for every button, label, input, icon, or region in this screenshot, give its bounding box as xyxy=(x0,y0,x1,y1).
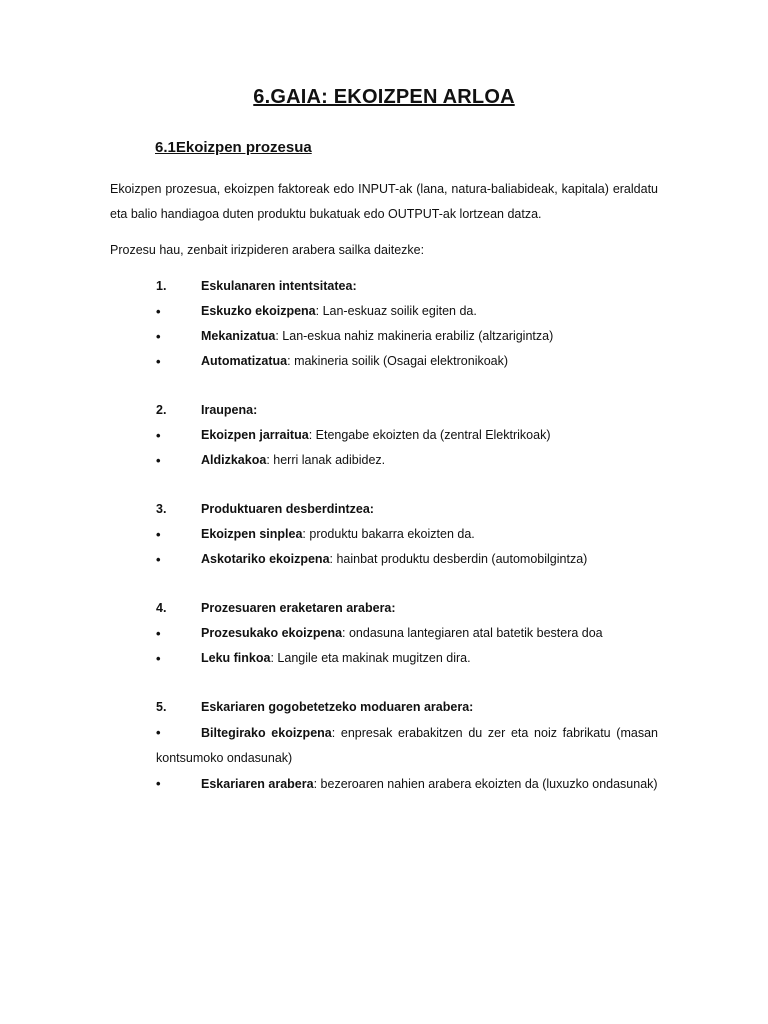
item-text: : hainbat produktu desberdin (automobilgintza) xyxy=(329,552,588,566)
bullet-icon: • xyxy=(156,527,161,542)
list-item xyxy=(156,423,658,448)
item-term: Askotariko ekoizpena xyxy=(201,552,330,566)
criterion-section xyxy=(156,398,658,473)
bullet-icon: • xyxy=(156,354,161,369)
criterion-heading: Eskulanaren intentsitatea: xyxy=(201,279,357,293)
intro-paragraph: Ekoizpen prozesua, ekoizpen faktoreak edo INPUT-ak (lana, natura-baliabideak, kapitala) eraldatu eta balio handiagoa duten produktu bukatuak edo OUTPUT-ak lortzean datza. xyxy=(110,182,658,221)
bullet-icon: • xyxy=(156,651,161,666)
criterion-heading-row xyxy=(156,596,658,621)
criterion-section xyxy=(156,497,658,572)
bullet-icon: • xyxy=(156,725,161,740)
page-title: 6.GAIA: EKOIZPEN ARLOA xyxy=(253,86,515,108)
item-text: : enpresak erabakitzen du zer eta noiz fabrikatu (masan kontsumoko ondasunak) xyxy=(156,726,658,765)
item-text: : bezeroaren nahien arabera ekoizten da (luxuzko ondasunak) xyxy=(313,777,658,791)
list-item xyxy=(156,448,658,473)
criterion-heading: Produktuaren desberdintzea: xyxy=(201,502,374,516)
criterion-section xyxy=(156,274,658,374)
criterion-number: 4. xyxy=(156,601,167,615)
section-subtitle: 6.1Ekoizpen prozesua xyxy=(155,139,312,156)
list-item xyxy=(156,720,658,771)
item-text: : Lan-eskua nahiz makineria erabiliz (altzarigintza) xyxy=(275,329,554,343)
list-item xyxy=(156,522,658,547)
criterion-heading: Prozesuaren eraketaren arabera: xyxy=(201,601,396,615)
criterion-heading-row xyxy=(156,274,658,299)
item-term: Aldizkakoa xyxy=(201,453,267,467)
criterion-heading-row xyxy=(156,497,658,522)
item-term: Automatizatua xyxy=(201,354,288,368)
item-term: Eskuzko ekoizpena xyxy=(201,304,316,318)
list-item xyxy=(156,646,658,671)
bullet-icon: • xyxy=(156,304,161,319)
item-term: Prozesukako ekoizpena xyxy=(201,626,343,640)
item-term: Ekoizpen jarraitua xyxy=(201,428,309,442)
list-item xyxy=(156,771,658,797)
bullet-icon: • xyxy=(156,329,161,344)
item-text: : Etengabe ekoizten da (zentral Elektrikoak) xyxy=(308,428,551,442)
item-term: Ekoizpen sinplea xyxy=(201,527,303,541)
item-term: Eskariaren arabera xyxy=(201,777,314,791)
item-term: Mekanizatua xyxy=(201,329,276,343)
item-text: : herri lanak adibidez. xyxy=(266,453,386,467)
criterion-number: 3. xyxy=(156,502,167,516)
criterion-section xyxy=(156,596,658,671)
item-text: : Langile eta makinak mugitzen dira. xyxy=(270,651,471,665)
item-text: : Lan-eskuaz soilik egiten da. xyxy=(315,304,477,318)
criteria-list xyxy=(156,274,658,821)
item-term: Biltegirako ekoizpena xyxy=(201,726,332,740)
item-text: : ondasuna lantegiaren atal batetik bestera doa xyxy=(342,626,603,640)
criterion-heading-row xyxy=(156,398,658,423)
bullet-icon: • xyxy=(156,776,161,791)
criterion-section xyxy=(156,695,658,797)
criterion-heading: Eskariaren gogobetetzeko moduaren arabera: xyxy=(201,700,474,714)
bullet-icon: • xyxy=(156,626,161,641)
criterion-number: 5. xyxy=(156,700,167,714)
list-item xyxy=(156,324,658,349)
item-text: : makineria soilik (Osagai elektronikoak) xyxy=(287,354,509,368)
list-item xyxy=(156,349,658,374)
list-item xyxy=(156,299,658,324)
criterion-heading-row xyxy=(156,695,658,720)
criterion-heading: Iraupena: xyxy=(201,403,258,417)
bullet-icon: • xyxy=(156,552,161,567)
list-item xyxy=(156,621,658,646)
bullet-icon: • xyxy=(156,453,161,468)
bullet-icon: • xyxy=(156,428,161,443)
list-item xyxy=(156,547,658,572)
item-term: Leku finkoa xyxy=(201,651,271,665)
criterion-number: 2. xyxy=(156,403,167,417)
criterion-number: 1. xyxy=(156,279,167,293)
classification-intro: Prozesu hau, zenbait irizpideren arabera sailka daitezke: xyxy=(110,243,425,257)
item-text: : produktu bakarra ekoizten da. xyxy=(302,527,475,541)
